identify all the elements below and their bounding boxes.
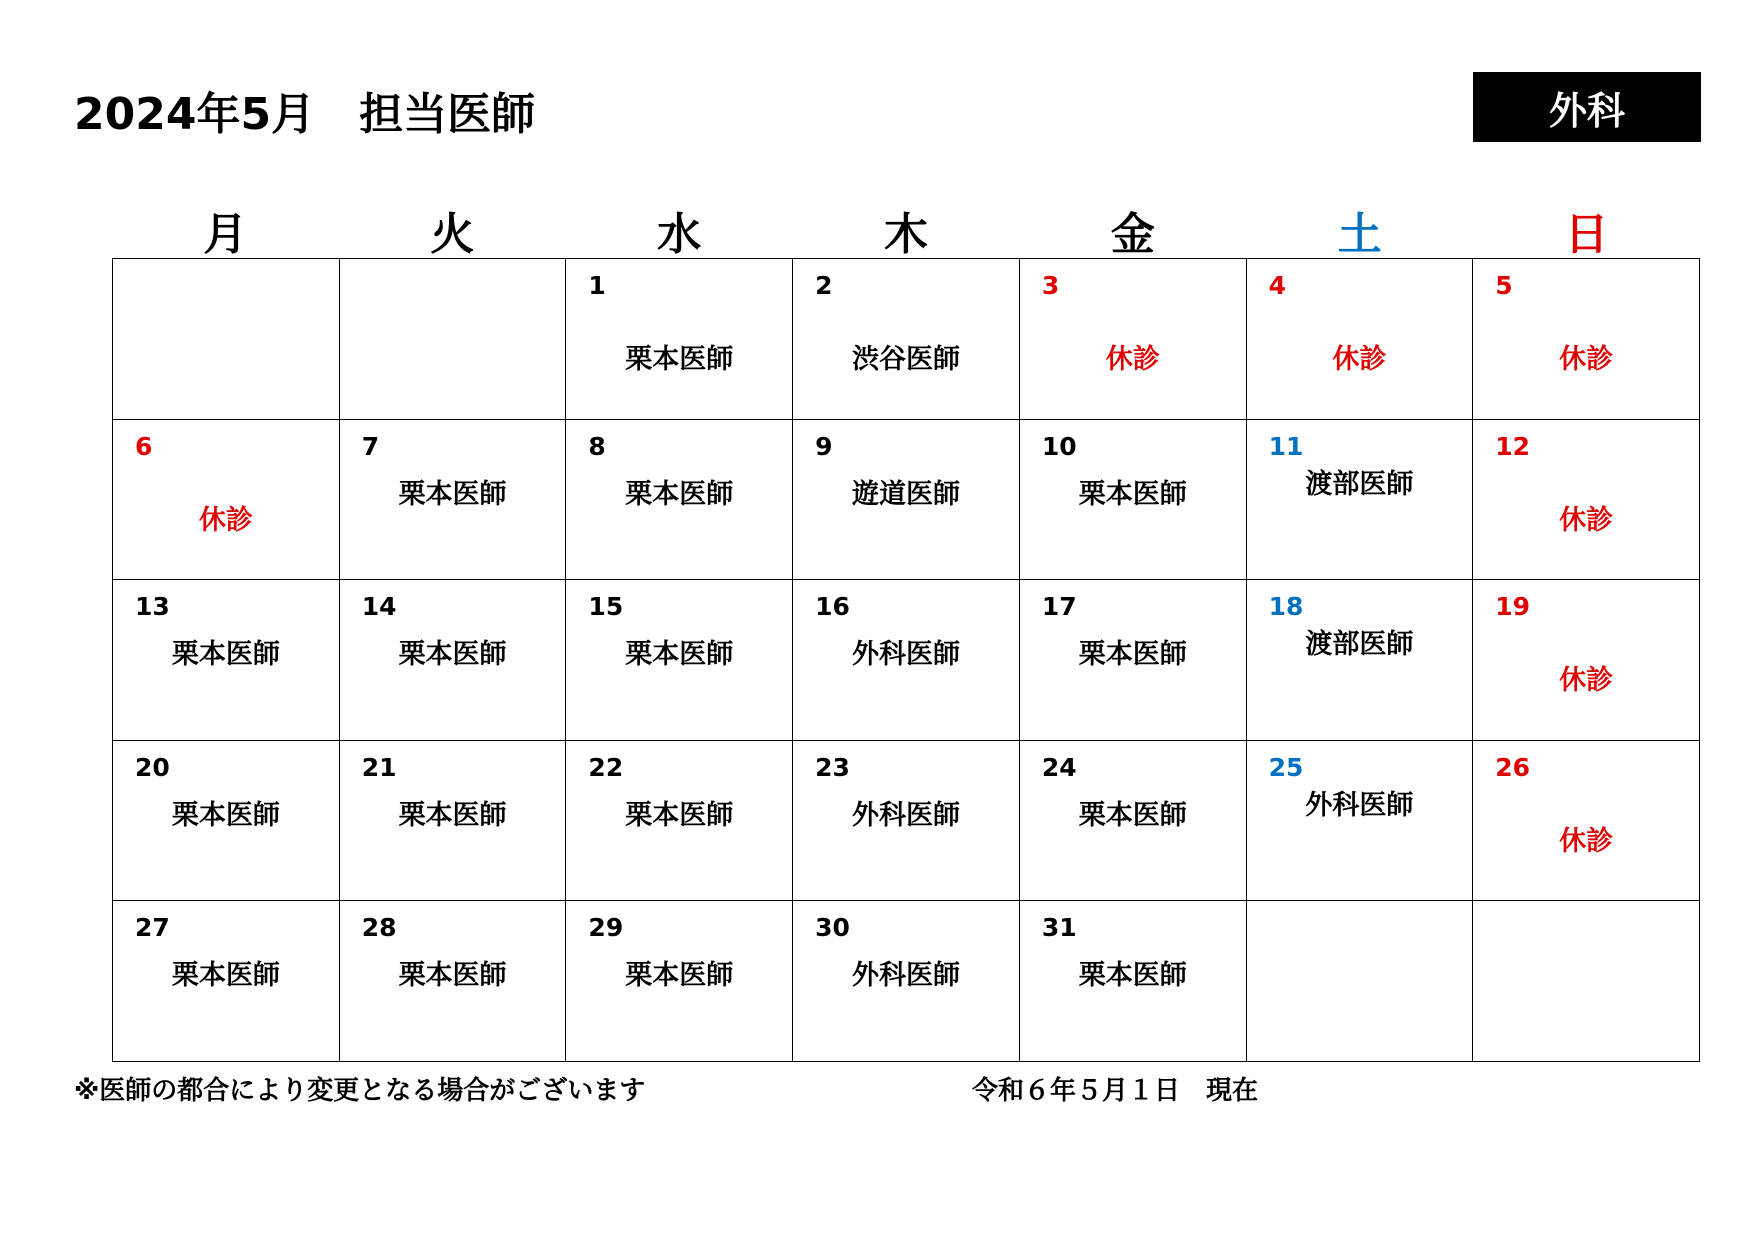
day-number: 25 bbox=[1268, 752, 1304, 782]
day-number: 6 bbox=[135, 431, 153, 461]
day-number: 13 bbox=[135, 592, 170, 622]
day-number: 18 bbox=[1268, 592, 1304, 622]
day-number: 14 bbox=[361, 592, 397, 622]
doctor-name: 栗本医師 bbox=[1078, 799, 1187, 831]
footer-note: ※医師の都合により変更となる場合がございます bbox=[74, 1076, 646, 1106]
calendar-day-cell bbox=[113, 901, 340, 1062]
doctor-name: 渡部医師 bbox=[1305, 468, 1414, 500]
calendar-day-cell bbox=[113, 420, 340, 581]
day-number: 31 bbox=[1041, 913, 1077, 943]
day-number: 15 bbox=[588, 592, 624, 622]
closed-label: 休診 bbox=[1332, 344, 1387, 375]
calendar-day-cell bbox=[793, 420, 1020, 581]
day-number: 30 bbox=[815, 913, 850, 943]
doctor-name: 栗本医師 bbox=[625, 344, 734, 375]
doctor-name: 栗本医師 bbox=[398, 960, 507, 992]
weekday-label: 木 bbox=[884, 209, 928, 260]
calendar-day-cell bbox=[793, 259, 1020, 420]
day-number: 8 bbox=[588, 431, 606, 461]
calendar-day-cell bbox=[1020, 259, 1247, 420]
day-number: 20 bbox=[135, 752, 170, 782]
as-of-date: 令和６年５月１日 現在 bbox=[972, 1076, 1259, 1106]
calendar-day-cell bbox=[1247, 259, 1474, 420]
calendar-day-cell bbox=[1020, 741, 1247, 902]
doctor-name: 栗本医師 bbox=[1078, 639, 1187, 671]
calendar-day-cell bbox=[566, 580, 793, 741]
calendar-day-cell bbox=[340, 420, 567, 581]
page-title: 2024年5月 担当医師 bbox=[74, 89, 536, 140]
calendar-day-cell bbox=[340, 741, 567, 902]
calendar-day-cell bbox=[1020, 420, 1247, 581]
doctor-name: 栗本医師 bbox=[625, 478, 734, 510]
calendar-grid bbox=[112, 258, 1700, 1062]
weekday-header-row bbox=[112, 210, 1700, 260]
calendar-day-cell bbox=[566, 901, 793, 1062]
doctor-name: 渋谷医師 bbox=[851, 344, 960, 375]
calendar-day-cell bbox=[1473, 741, 1700, 902]
day-number: 3 bbox=[1041, 271, 1060, 300]
day-number: 28 bbox=[361, 913, 397, 943]
calendar-day-cell bbox=[1473, 420, 1700, 581]
doctor-name: 外科医師 bbox=[851, 799, 960, 831]
day-number: 10 bbox=[1041, 431, 1077, 461]
weekday-label: 金 bbox=[1110, 209, 1155, 260]
department-badge: 外科 bbox=[1473, 72, 1701, 142]
doctor-name: 渡部医師 bbox=[1305, 629, 1414, 661]
weekday-label: 水 bbox=[657, 209, 702, 260]
day-number: 29 bbox=[588, 913, 624, 943]
day-number: 9 bbox=[815, 431, 833, 461]
doctor-name: 遊道医師 bbox=[851, 478, 960, 510]
closed-label: 休診 bbox=[1559, 344, 1614, 375]
calendar-day-cell bbox=[340, 901, 567, 1062]
day-number: 23 bbox=[815, 752, 850, 782]
closed-label: 休診 bbox=[1559, 504, 1614, 536]
day-number: 24 bbox=[1041, 752, 1077, 782]
doctor-name: 外科医師 bbox=[1305, 789, 1414, 821]
calendar-day-cell bbox=[1020, 901, 1247, 1062]
day-number: 1 bbox=[588, 271, 606, 300]
day-number: 2 bbox=[815, 271, 833, 300]
calendar-day-cell bbox=[566, 259, 793, 420]
day-number: 5 bbox=[1495, 271, 1513, 300]
day-number: 26 bbox=[1495, 752, 1531, 782]
calendar-day-cell bbox=[1020, 580, 1247, 741]
calendar-day-cell bbox=[113, 259, 340, 420]
calendar-day-cell bbox=[566, 420, 793, 581]
doctor-name: 栗本医師 bbox=[625, 799, 734, 831]
closed-label: 休診 bbox=[1105, 344, 1160, 375]
weekday-label: 火 bbox=[430, 209, 475, 260]
day-number: 4 bbox=[1268, 271, 1286, 300]
day-number: 11 bbox=[1268, 431, 1304, 461]
doctor-name: 栗本医師 bbox=[171, 960, 280, 992]
calendar-day-cell bbox=[566, 741, 793, 902]
doctor-name: 栗本医師 bbox=[1078, 478, 1187, 510]
day-number: 16 bbox=[815, 592, 850, 622]
closed-label: 休診 bbox=[1559, 665, 1614, 697]
closed-label: 休診 bbox=[1559, 825, 1614, 857]
doctor-name: 栗本医師 bbox=[398, 639, 507, 671]
doctor-name: 栗本医師 bbox=[625, 639, 734, 671]
weekday-label: 日 bbox=[1564, 209, 1609, 260]
calendar-day-cell bbox=[793, 741, 1020, 902]
doctor-name: 栗本医師 bbox=[171, 799, 280, 831]
calendar-day-cell bbox=[1247, 580, 1474, 741]
calendar-day-cell bbox=[1247, 901, 1474, 1062]
doctor-name: 栗本医師 bbox=[398, 478, 507, 510]
calendar-day-cell bbox=[793, 901, 1020, 1062]
doctor-name: 栗本医師 bbox=[1078, 960, 1187, 992]
day-number: 19 bbox=[1495, 592, 1531, 622]
closed-label: 休診 bbox=[198, 504, 253, 536]
day-number: 7 bbox=[361, 431, 380, 461]
calendar-day-cell bbox=[340, 259, 567, 420]
weekday-label: 月 bbox=[203, 209, 248, 260]
day-number: 27 bbox=[135, 913, 170, 943]
weekday-label: 土 bbox=[1337, 209, 1382, 260]
day-number: 17 bbox=[1041, 592, 1077, 622]
calendar-day-cell bbox=[1473, 901, 1700, 1062]
doctor-name: 栗本医師 bbox=[398, 799, 507, 831]
doctor-name: 外科医師 bbox=[851, 639, 960, 671]
calendar-day-cell bbox=[793, 580, 1020, 741]
calendar-day-cell bbox=[1247, 741, 1474, 902]
calendar-day-cell bbox=[113, 741, 340, 902]
calendar-day-cell bbox=[1473, 580, 1700, 741]
doctor-name: 外科医師 bbox=[851, 960, 960, 992]
calendar-day-cell bbox=[1247, 420, 1474, 581]
day-number: 21 bbox=[361, 752, 397, 782]
calendar-day-cell bbox=[1473, 259, 1700, 420]
day-number: 12 bbox=[1495, 431, 1531, 461]
doctor-name: 栗本医師 bbox=[171, 639, 280, 671]
day-number: 22 bbox=[588, 752, 624, 782]
calendar-day-cell bbox=[340, 580, 567, 741]
doctor-name: 栗本医師 bbox=[625, 960, 734, 992]
calendar-day-cell bbox=[113, 580, 340, 741]
